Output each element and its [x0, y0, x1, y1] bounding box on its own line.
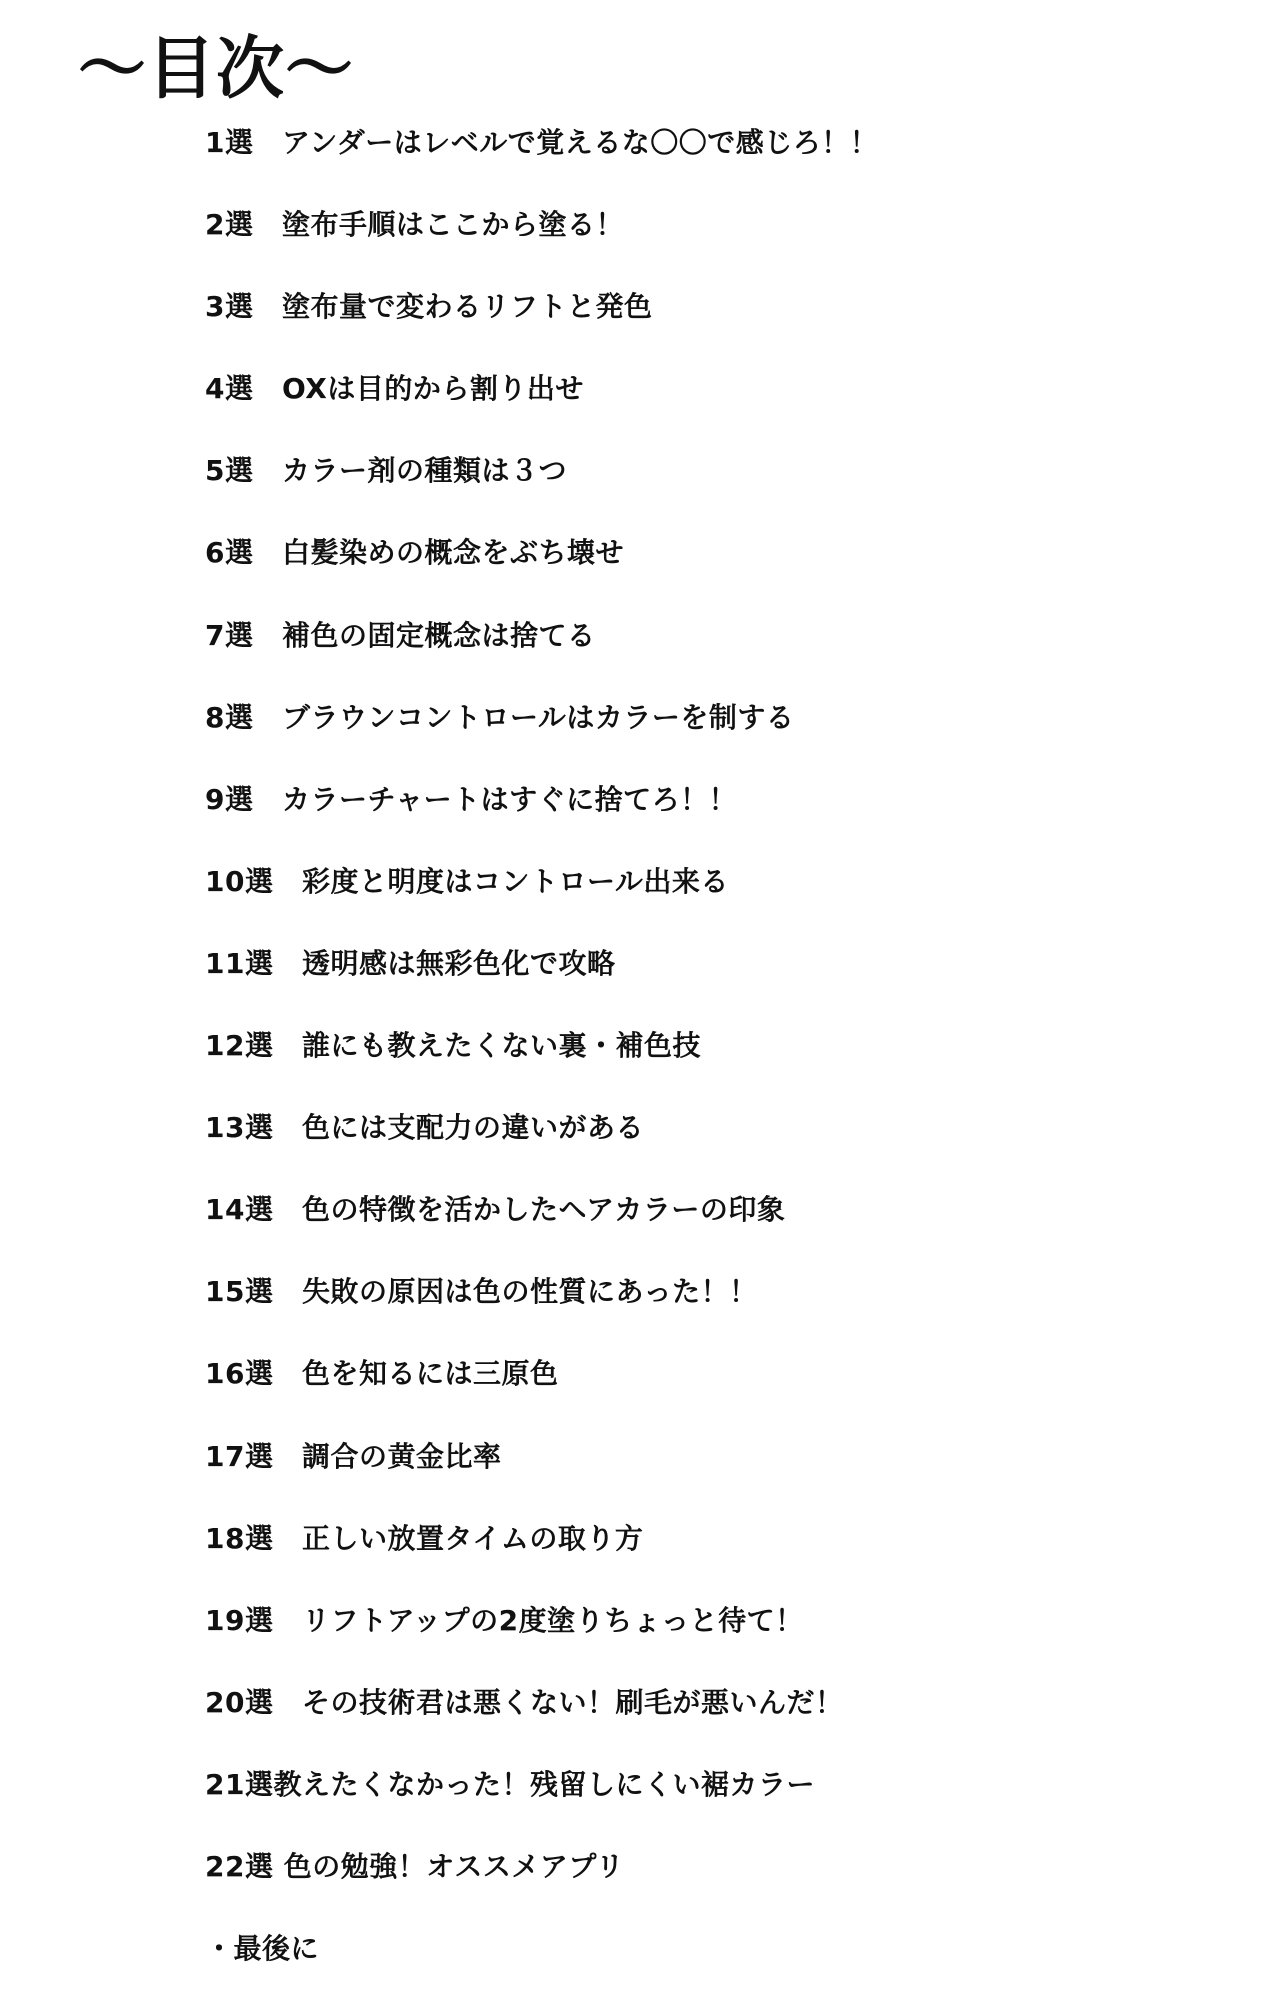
toc-list — [205, 118, 878, 2006]
toc-item: 8選 ブラウンコントロールはカラーを制する — [205, 700, 795, 734]
toc-item-closing: ・最後に — [205, 1932, 320, 1966]
toc-item: 11選 透明感は無彩色化で攻略 — [205, 946, 616, 980]
toc-item: 19選 リフトアップの2度塗りちょっと待て！ — [205, 1603, 804, 1637]
toc-item: 17選 調合の黄金比率 — [205, 1439, 502, 1473]
toc-item: 1選 アンダーはレベルで覚えるな〇〇で感じろ！！ — [205, 126, 879, 159]
toc-item: 18選 正しい放置タイムの取り方 — [205, 1521, 644, 1555]
toc-title: 〜目次〜 — [78, 30, 355, 109]
toc-item: 10選 彩度と明度はコントロール出来る — [205, 864, 729, 898]
toc-item: 12選 誰にも教えたくない裏・補色技 — [205, 1029, 701, 1063]
toc-item: 6選 白髪染めの概念をぶち壊せ — [205, 536, 624, 570]
toc-item: 20選 その技術君は悪くない！刷毛が悪いんだ！ — [205, 1685, 844, 1719]
toc-item: 22選 色の勉強！オススメアプリ — [205, 1849, 625, 1883]
toc-item: 15選 失敗の原因は色の性質にあった！！ — [205, 1275, 758, 1309]
toc-item: 5選 カラー剤の種類は３つ — [205, 454, 567, 488]
toc-item: 16選 色を知るには三原色 — [205, 1357, 559, 1391]
toc-item: 2選 塗布手順はここから塗る！ — [205, 208, 624, 242]
toc-item: 7選 補色の固定概念は捨てる — [205, 618, 596, 652]
toc-item: 3選 塗布量で変わるリフトと発色 — [205, 290, 653, 324]
toc-item: 9選 カラーチャートはすぐに捨てろ！！ — [205, 782, 738, 816]
toc-item: 21選教えたくなかった！残留しにくい裾カラー — [205, 1767, 815, 1801]
toc-item: 13選 色には支配力の違いがある — [205, 1111, 644, 1145]
toc-item: 4選 OXは目的から割り出せ — [205, 372, 584, 406]
toc-item: 14選 色の特徴を活かしたヘアカラーの印象 — [205, 1193, 786, 1227]
